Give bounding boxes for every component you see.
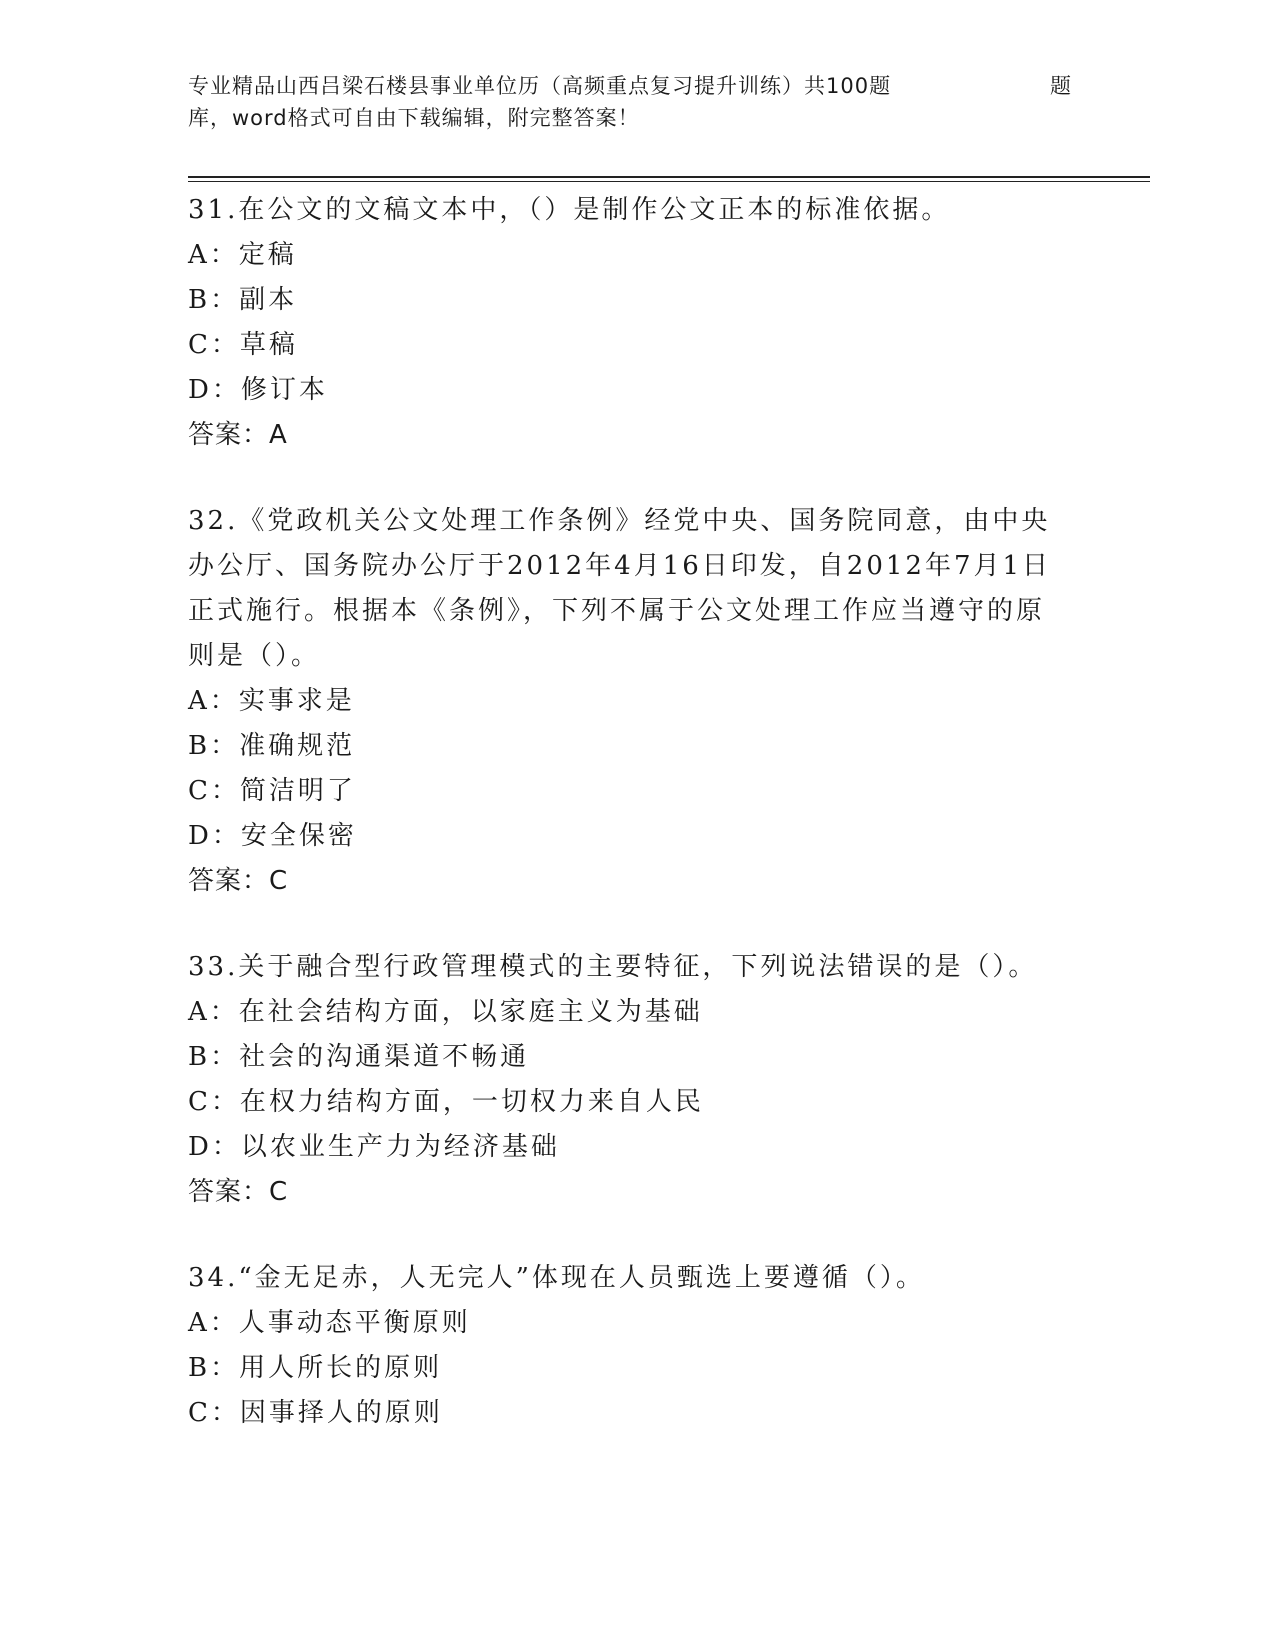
header-divider-thick bbox=[188, 176, 1150, 178]
option-d: D：安全保密 bbox=[188, 821, 357, 851]
header-divider-thin bbox=[188, 181, 1150, 182]
header-title-text: 专业精品山西吕梁石楼县事业单位历（高频重点复习提升训练）共100题 bbox=[188, 74, 892, 98]
option-c: C：简洁明了 bbox=[188, 776, 356, 806]
option-a: A：实事求是 bbox=[188, 686, 355, 716]
option-d: D：修订本 bbox=[188, 375, 328, 405]
option-c: C：在权力结构方面，一切权力来自人民 bbox=[188, 1087, 704, 1117]
question-stem: 33.关于融合型行政管理模式的主要特征，下列说法错误的是（）。 bbox=[188, 952, 1038, 982]
question-list bbox=[188, 188, 1068, 1477]
option-a: A：人事动态平衡原则 bbox=[188, 1308, 471, 1338]
option-a: A：在社会结构方面，以家庭主义为基础 bbox=[188, 997, 703, 1027]
option-b: B：准确规范 bbox=[188, 731, 356, 761]
answer-line: 答案：C bbox=[188, 866, 289, 896]
document-header bbox=[188, 70, 1088, 134]
option-d: D：以农业生产力为经济基础 bbox=[188, 1132, 560, 1162]
question-stem: 31.在公文的文稿文本中，（）是制作公文正本的标准依据。 bbox=[188, 195, 951, 225]
question-31 bbox=[188, 188, 1068, 458]
question-stem: 32.《党政机关公文处理工作条例》经党中央、国务院同意，由中央办公厅、国务院办公厅于2012年4月16日印发，自2012年7月1日正式施行。根据本《条例》，下列不属于公文处理工作应当遵守的原则是（）。 bbox=[188, 506, 1052, 671]
answer-line: 答案：C bbox=[188, 1177, 289, 1207]
option-b: B：副本 bbox=[188, 285, 298, 315]
option-a: A：定稿 bbox=[188, 240, 297, 270]
header-line-2: 库，word格式可自由下载编辑，附完整答案！ bbox=[188, 106, 640, 130]
header-line-1 bbox=[188, 70, 1088, 102]
option-c: C：因事择人的原则 bbox=[188, 1398, 443, 1428]
question-stem: 34.“金无足赤，人无完人”体现在人员甄选上要遵循（）。 bbox=[188, 1263, 925, 1293]
option-b: B：用人所长的原则 bbox=[188, 1353, 443, 1383]
answer-line: 答案：A bbox=[188, 420, 288, 450]
question-34 bbox=[188, 1256, 1068, 1436]
question-32 bbox=[188, 499, 1068, 904]
option-b: B：社会的沟通渠道不畅通 bbox=[188, 1042, 530, 1072]
question-33 bbox=[188, 945, 1068, 1215]
option-c: C：草稿 bbox=[188, 330, 298, 360]
header-title-tail: 题 bbox=[1050, 74, 1072, 98]
